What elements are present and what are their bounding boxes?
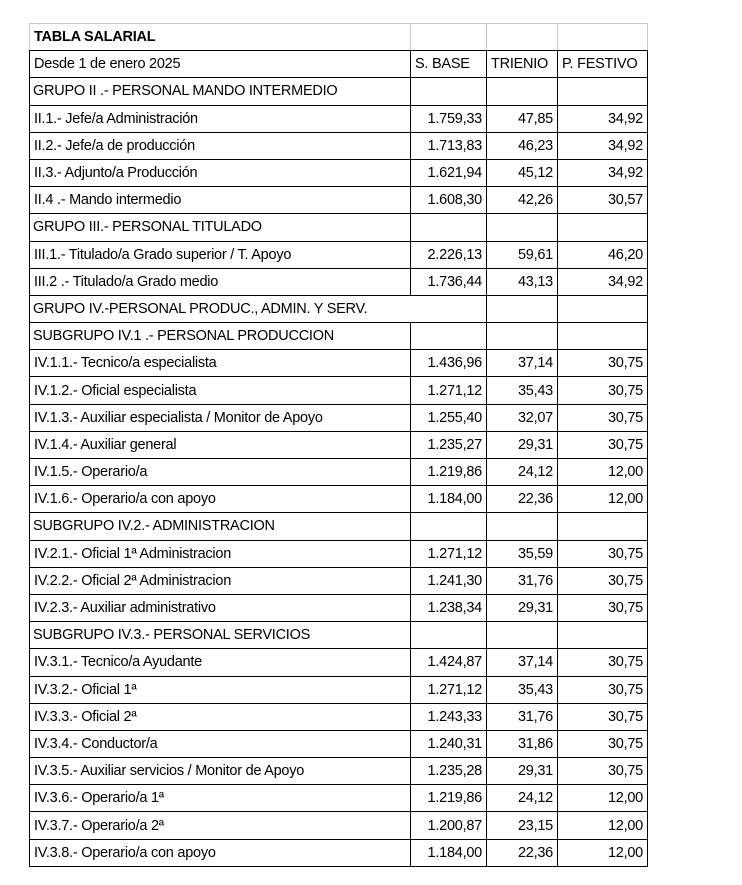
trienio-value: 46,23 (487, 132, 558, 159)
table-row (30, 404, 648, 431)
trienio-value: 42,26 (487, 187, 558, 214)
table-row (30, 159, 648, 186)
table-row (30, 459, 648, 486)
festivo-value: 46,20 (558, 241, 648, 268)
empty-cell (487, 513, 558, 540)
table-row (30, 676, 648, 703)
table-row (30, 241, 648, 268)
base-salary: 1.759,33 (411, 105, 487, 132)
table-row (30, 431, 648, 458)
trienio-value: 29,31 (487, 431, 558, 458)
table-title-row (30, 24, 648, 51)
category-label: SUBGRUPO IV.3.- PERSONAL SERVICIOS (30, 622, 411, 649)
category-label: III.1.- Titulado/a Grado superior / T. Apoyo (30, 241, 411, 268)
category-label: II.1.- Jefe/a Administración (30, 105, 411, 132)
table-row (30, 649, 648, 676)
festivo-value: 30,75 (558, 594, 648, 621)
effective-date-label: Desde 1 de enero 2025 (30, 51, 411, 78)
empty-cell (411, 323, 487, 350)
festivo-value: 12,00 (558, 812, 648, 839)
category-label: IV.2.2.- Oficial 2ª Administracion (30, 567, 411, 594)
category-label: II.2.- Jefe/a de producción (30, 132, 411, 159)
base-salary: 1.436,96 (411, 350, 487, 377)
category-label: IV.2.3.- Auxiliar administrativo (30, 594, 411, 621)
festivo-value: 30,75 (558, 431, 648, 458)
festivo-value: 34,92 (558, 132, 648, 159)
base-salary: 1.608,30 (411, 187, 487, 214)
table-row (30, 730, 648, 757)
table-row (30, 350, 648, 377)
table-row (30, 785, 648, 812)
festivo-value: 30,75 (558, 377, 648, 404)
festivo-value: 30,57 (558, 187, 648, 214)
empty-cell (487, 24, 558, 51)
category-label: IV.3.8.- Operario/a con apoyo (30, 839, 411, 866)
base-salary: 1.240,31 (411, 730, 487, 757)
table-row (30, 594, 648, 621)
table-row (30, 703, 648, 730)
category-label: SUBGRUPO IV.2.- ADMINISTRACION (30, 513, 411, 540)
empty-cell (558, 214, 648, 241)
base-salary: 2.226,13 (411, 241, 487, 268)
empty-cell (487, 214, 558, 241)
festivo-value: 34,92 (558, 159, 648, 186)
trienio-value: 23,15 (487, 812, 558, 839)
festivo-value: 12,00 (558, 839, 648, 866)
empty-cell (487, 622, 558, 649)
base-salary: 1.184,00 (411, 486, 487, 513)
trienio-value: 59,61 (487, 241, 558, 268)
base-salary: 1.271,12 (411, 540, 487, 567)
empty-cell (558, 295, 648, 322)
category-label: IV.1.6.- Operario/a con apoyo (30, 486, 411, 513)
empty-cell (558, 513, 648, 540)
table-row (30, 377, 648, 404)
group-header-row (30, 323, 648, 350)
group-header-row (30, 513, 648, 540)
category-label: II.3.- Adjunto/a Producción (30, 159, 411, 186)
table-header-row (30, 51, 648, 78)
category-label: IV.3.3.- Oficial 2ª (30, 703, 411, 730)
festivo-value: 30,75 (558, 404, 648, 431)
table-row (30, 839, 648, 866)
base-salary: 1.271,12 (411, 377, 487, 404)
column-header-p-festivo: P. FESTIVO (558, 51, 648, 78)
trienio-value: 22,36 (487, 486, 558, 513)
empty-cell (487, 323, 558, 350)
base-salary: 1.255,40 (411, 404, 487, 431)
table-row (30, 540, 648, 567)
category-label: IV.1.3.- Auxiliar especialista / Monitor de Apoyo (30, 404, 411, 431)
category-label: IV.1.1.- Tecnico/a especialista (30, 350, 411, 377)
table-title: TABLA SALARIAL (30, 24, 411, 51)
salary-table (29, 23, 648, 867)
category-label: GRUPO III.- PERSONAL TITULADO (30, 214, 411, 241)
festivo-value: 30,75 (558, 758, 648, 785)
category-label: IV.3.2.- Oficial 1ª (30, 676, 411, 703)
trienio-value: 37,14 (487, 649, 558, 676)
base-salary: 1.235,27 (411, 431, 487, 458)
trienio-value: 29,31 (487, 594, 558, 621)
trienio-value: 31,86 (487, 730, 558, 757)
festivo-value: 34,92 (558, 105, 648, 132)
trienio-value: 37,14 (487, 350, 558, 377)
festivo-value: 30,75 (558, 730, 648, 757)
trienio-value: 32,07 (487, 404, 558, 431)
trienio-value: 43,13 (487, 268, 558, 295)
base-salary: 1.736,44 (411, 268, 487, 295)
base-salary: 1.219,86 (411, 785, 487, 812)
table-row (30, 187, 648, 214)
empty-cell (411, 78, 487, 105)
trienio-value: 35,43 (487, 676, 558, 703)
festivo-value: 30,75 (558, 676, 648, 703)
festivo-value: 12,00 (558, 459, 648, 486)
category-label: IV.3.4.- Conductor/a (30, 730, 411, 757)
base-salary: 1.271,12 (411, 676, 487, 703)
trienio-value: 35,59 (487, 540, 558, 567)
table-row (30, 758, 648, 785)
category-label: IV.2.1.- Oficial 1ª Administracion (30, 540, 411, 567)
trienio-value: 24,12 (487, 459, 558, 486)
empty-cell (487, 295, 558, 322)
base-salary: 1.238,34 (411, 594, 487, 621)
trienio-value: 47,85 (487, 105, 558, 132)
category-label: IV.1.5.- Operario/a (30, 459, 411, 486)
trienio-value: 35,43 (487, 377, 558, 404)
trienio-value: 22,36 (487, 839, 558, 866)
festivo-value: 12,00 (558, 785, 648, 812)
festivo-value: 12,00 (558, 486, 648, 513)
base-salary: 1.713,83 (411, 132, 487, 159)
trienio-value: 31,76 (487, 567, 558, 594)
empty-cell (558, 24, 648, 51)
table-row (30, 105, 648, 132)
base-salary: 1.235,28 (411, 758, 487, 785)
festivo-value: 30,75 (558, 649, 648, 676)
base-salary: 1.200,87 (411, 812, 487, 839)
base-salary: 1.241,30 (411, 567, 487, 594)
category-label: IV.3.1.- Tecnico/a Ayudante (30, 649, 411, 676)
group-header-row (30, 214, 648, 241)
base-salary: 1.424,87 (411, 649, 487, 676)
group-header-row (30, 78, 648, 105)
column-header-trienio: TRIENIO (487, 51, 558, 78)
base-salary: 1.243,33 (411, 703, 487, 730)
category-label: GRUPO IV.-PERSONAL PRODUC., ADMIN. Y SERV. (30, 295, 411, 322)
festivo-value: 30,75 (558, 567, 648, 594)
empty-cell (411, 214, 487, 241)
category-label: IV.3.5.- Auxiliar servicios / Monitor de Apoyo (30, 758, 411, 785)
table-row (30, 132, 648, 159)
empty-cell (411, 295, 487, 322)
empty-cell (411, 24, 487, 51)
festivo-value: 34,92 (558, 268, 648, 295)
table-row (30, 268, 648, 295)
empty-cell (558, 622, 648, 649)
base-salary: 1.184,00 (411, 839, 487, 866)
trienio-value: 29,31 (487, 758, 558, 785)
base-salary: 1.621,94 (411, 159, 487, 186)
category-label: SUBGRUPO IV.1 .- PERSONAL PRODUCCION (30, 323, 411, 350)
empty-cell (411, 622, 487, 649)
table-row (30, 812, 648, 839)
category-label: IV.1.2.- Oficial especialista (30, 377, 411, 404)
base-salary: 1.219,86 (411, 459, 487, 486)
festivo-value: 30,75 (558, 703, 648, 730)
festivo-value: 30,75 (558, 540, 648, 567)
category-label: IV.3.7.- Operario/a 2ª (30, 812, 411, 839)
column-header-s-base: S. BASE (411, 51, 487, 78)
category-label: GRUPO II .- PERSONAL MANDO INTERMEDIO (30, 78, 411, 105)
empty-cell (558, 78, 648, 105)
salary-table-body (30, 24, 648, 867)
empty-cell (558, 323, 648, 350)
trienio-value: 31,76 (487, 703, 558, 730)
trienio-value: 45,12 (487, 159, 558, 186)
category-label: IV.3.6.- Operario/a 1ª (30, 785, 411, 812)
trienio-value: 24,12 (487, 785, 558, 812)
category-label: II.4 .- Mando intermedio (30, 187, 411, 214)
category-label: IV.1.4.- Auxiliar general (30, 431, 411, 458)
table-row (30, 567, 648, 594)
festivo-value: 30,75 (558, 350, 648, 377)
empty-cell (411, 513, 487, 540)
category-label: III.2 .- Titulado/a Grado medio (30, 268, 411, 295)
table-row (30, 486, 648, 513)
group-header-row (30, 295, 648, 322)
group-header-row (30, 622, 648, 649)
empty-cell (487, 78, 558, 105)
